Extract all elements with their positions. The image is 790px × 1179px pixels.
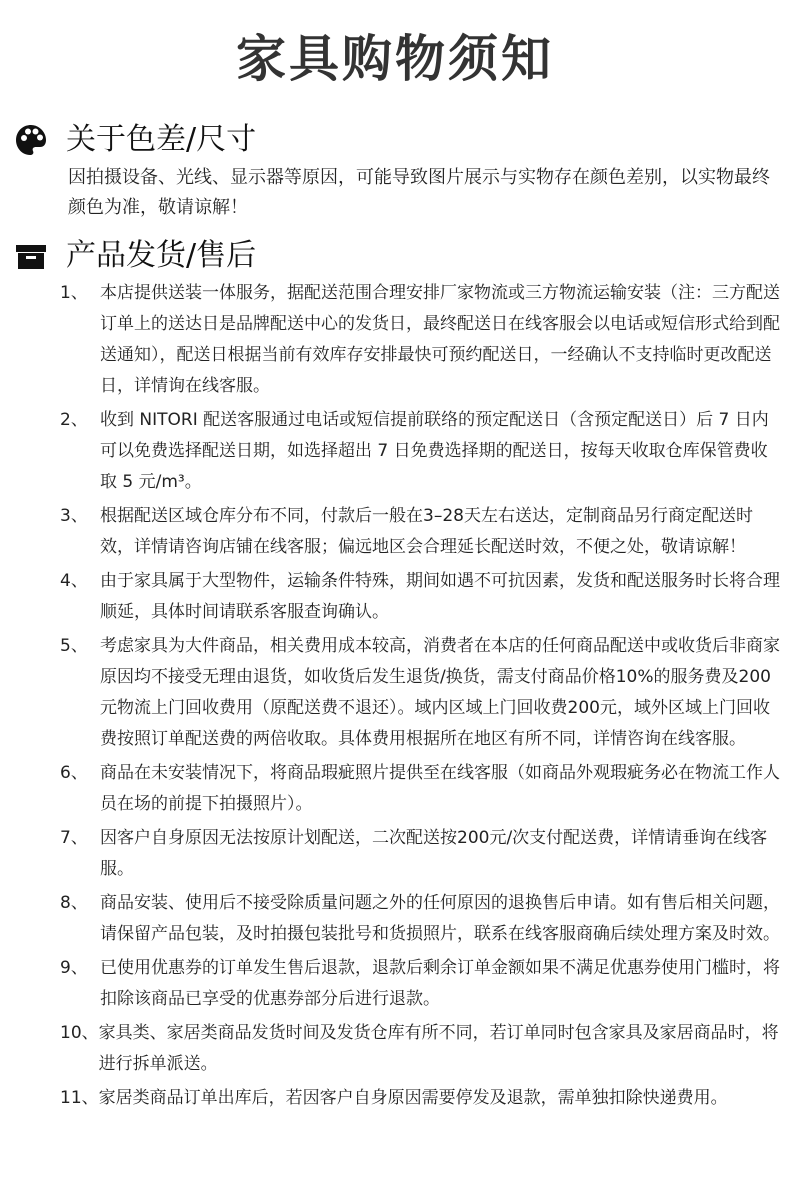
section-shipping-header xyxy=(14,236,256,276)
palette-icon xyxy=(14,123,48,157)
page-title: 家具购物须知 xyxy=(236,30,554,88)
list-item: 2、 收到 NITORI 配送客服通过电话或短信提前联络的预定配送日（含预定配送日）后 7 日内可以免费选择配送日期，如选择超出 7 日免费选择期的配送日，按每天收取仓库保管费收取 5 元/m³。 xyxy=(60,410,769,492)
shipping-aftersales-list xyxy=(60,278,780,1117)
section-color-size-header xyxy=(14,120,256,160)
list-item: 4、 由于家具属于大型物件，运输条件特殊，期间如遇不可抗因素，发货和配送服务时长将合理顺延，具体时间请联系客服查询确认。 xyxy=(60,571,780,622)
list-item: 11、 家居类商品订单出库后，若因客户自身原因需要停发及退款，需单独扣除快递费用。 xyxy=(60,1088,728,1108)
archive-box-icon xyxy=(14,239,48,273)
list-item: 5、 考虑家具为大件商品，相关费用成本较高，消费者在本店的任何商品配送中或收货后非商家原因均不接受无理由退货，如收货后发生退货/换货，需支付商品价格10%的服务费及200元物流上门回收费用（原配送费不退还）。域内区域上门回收费200元，域外区域上门回收费按照订单配送费的两倍收取。具体费用根据所在地区有所不同，详情咨询在线客服。 xyxy=(60,636,780,749)
list-item: 1、 本店提供送装一体服务，据配送范围合理安排厂家物流或三方物流运输安装（注：三方配送订单上的送达日是品牌配送中心的发货日，最终配送日在线客服会以电话或短信形式给到配送通知），配送日根据当前有效库存安排最快可预约配送日，一经确认不支持临时更改配送日，详情询在线客服。 xyxy=(60,283,780,396)
list-item: 10、 家具类、家居类商品发货时间及发货仓库有所不同，若订单同时包含家具及家居商品时，将进行拆单派送。 xyxy=(60,1023,779,1074)
list-item: 3、 根据配送区域仓库分布不同，付款后一般在3–28天左右送达，定制商品另行商定配送时效，详情请咨询店铺在线客服；偏远地区会合理延长配送时效，不便之处，敬请谅解！ xyxy=(60,506,753,557)
list-item: 9、 已使用优惠券的订单发生售后退款，退款后剩余订单金额如果不满足优惠券使用门槛时，将扣除该商品已享受的优惠券部分后进行退款。 xyxy=(60,958,780,1009)
list-item: 7、 因客户自身原因无法按原计划配送，二次配送按200元/次支付配送费，详情请垂询在线客服。 xyxy=(60,828,768,879)
color-size-description: 因拍摄设备、光线、显示器等原因，可能导致图片展示与实物存在颜色差别，以实物最终颜色为准，敬请谅解！ xyxy=(68,167,770,218)
list-item: 6、 商品在未安装情况下，将商品瑕疵照片提供至在线客服（如商品外观瑕疵务必在物流工作人员在场的前提下拍摄照片）。 xyxy=(60,763,780,814)
section-heading: 关于色差/尺寸 xyxy=(66,122,257,157)
list-item: 8、 商品安装、使用后不接受除质量问题之外的任何原因的退换售后申请。如有售后相关问题，请保留产品包装，及时拍摄包装批号和货损照片，联系在线客服商确后续处理方案及时效。 xyxy=(60,893,780,944)
section-heading: 产品发货/售后 xyxy=(66,238,257,273)
